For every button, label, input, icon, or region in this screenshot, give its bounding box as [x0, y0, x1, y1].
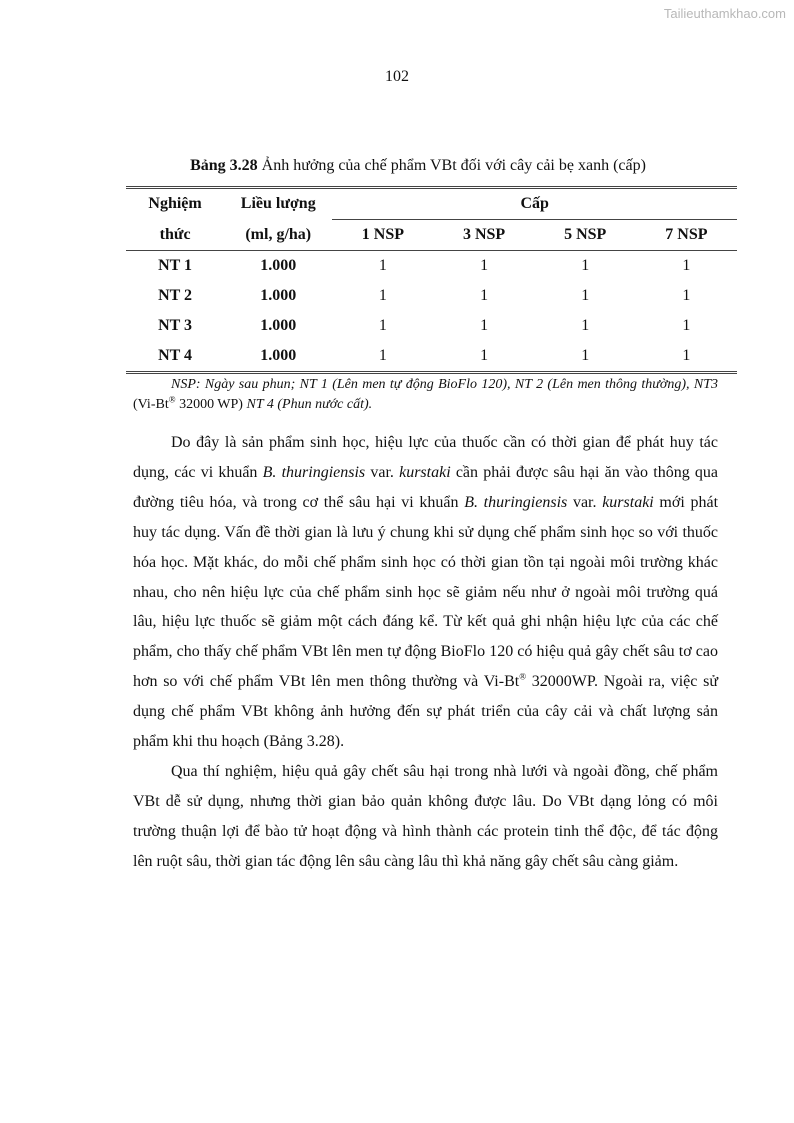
variety-name: kurstaki: [602, 493, 654, 511]
table-row: [126, 281, 737, 311]
note-part2: (Vi-Bt: [133, 397, 169, 412]
cell-value: 1: [378, 257, 387, 274]
cell-value: 1: [581, 287, 590, 304]
header-nsp-7: 7 NSP: [636, 220, 737, 251]
cell-value: 1: [433, 341, 534, 373]
registered-mark: ®: [168, 394, 176, 405]
table-caption: [0, 157, 794, 175]
header-dose-line1: Liều lượng: [224, 188, 332, 220]
species-name: B. thuringiensis: [464, 493, 568, 511]
cell-value: 1: [682, 287, 691, 304]
body-text: [133, 428, 718, 877]
table-footnote: [133, 375, 718, 415]
table-header-row-1: [126, 188, 737, 220]
paragraph-2: Qua thí nghiệm, hiệu quả gây chết sâu hại trong nhà lưới và ngoài đồng, chế phẩm VBt dễ sử dụng, nhưng thời gian bảo quản không được lâu. Do VBt dạng lỏng có môi trường thuận lợi để bào tử hoạt động và hình thành các protein tinh thể độc, để tác động lên ruột sâu, thời gian tác động lên sâu càng lâu thì khả năng gây chết sâu càng giảm.: [133, 762, 718, 870]
table-row: [126, 341, 737, 373]
header-nsp-3: 3 NSP: [433, 220, 534, 251]
cell-value: 1: [581, 317, 590, 334]
note-part3: 32000 WP): [175, 397, 247, 412]
cell-value: 1: [480, 287, 489, 304]
page-number: 102: [385, 68, 409, 85]
cell-value: 1: [535, 341, 636, 373]
cell-value: 1: [332, 341, 433, 373]
variety-name: kurstaki: [399, 463, 451, 481]
cell-treatment: NT 2: [158, 287, 193, 304]
header-treatment-line2: thức: [126, 220, 224, 251]
table-row: [126, 251, 737, 282]
table-caption-label: Bảng 3.28: [190, 157, 258, 174]
table-header-row-2: [126, 220, 737, 251]
cell-dose: 1.000: [224, 341, 332, 373]
cell-value: 1: [378, 317, 387, 334]
cell-dose: 1.000: [260, 287, 297, 304]
results-table: [126, 186, 737, 374]
cell-treatment: NT 1: [158, 257, 193, 274]
cell-value: 1: [636, 341, 737, 373]
cell-value: 1: [682, 257, 691, 274]
species-name: B. thuringiensis: [262, 463, 366, 481]
cell-treatment: NT 4: [126, 341, 224, 373]
table-caption-text: Ảnh hưởng của chế phẩm VBt đối với cây cải bẹ xanh (cấp): [257, 157, 646, 174]
header-nsp-1: 1 NSP: [332, 220, 433, 251]
cell-dose: 1.000: [260, 317, 297, 334]
watermark: Tailieuthamkhao.com: [663, 6, 786, 21]
cell-dose: 1.000: [260, 257, 297, 274]
note-part4: NT 4 (Phun nước cất).: [246, 397, 373, 412]
header-dose-line2: (ml, g/ha): [224, 220, 332, 251]
cell-value: 1: [682, 317, 691, 334]
registered-mark: ®: [519, 671, 527, 682]
cell-value: 1: [480, 317, 489, 334]
note-part1: NSP: Ngày sau phun; NT 1 (Lên men tự động BioFlo 120), NT 2 (Lên men thông thường), NT3: [171, 377, 718, 392]
paragraph-1: Do đây là sản phẩm sinh học, hiệu lực của thuốc cần có thời gian để phát huy tác dụng, các vi khuẩn B. thuringiensis var. kurstaki cần phải được sâu hại ăn vào thông qua đường tiêu hóa, và trong cơ thể sâu hại vi khuẩn B. thuringiensis var. kurstaki mới phát huy tác dụng. Vấn đề thời gian là lưu ý chung khi sử dụng chế phẩm sinh học so với thuốc hóa học. Mặt khác, do mỗi chế phẩm sinh học có thời gian tồn tại ngoài môi trường khác nhau, cho nên hiệu lực của chế phẩm sinh học sẽ giảm nếu như ở ngoài môi trường quá lâu, hiệu lực thuốc sẽ giảm một cách đáng kể. Từ kết quả ghi nhận hiệu lực của các chế phẩm, cho thấy chế phẩm VBt lên men tự động BioFlo 120 có hiệu quả gây chết sâu tơ cao hơn so với chế phẩm VBt lên men thông thường và Vi-Bt® 32000WP. Ngoài ra, việc sử dụng chế phẩm VBt không ảnh hưởng đến sự phát triển của cây cải và chất lượng sản phẩm khi thu hoạch (Bảng 3.28).: [133, 434, 719, 751]
cell-value: 1: [581, 257, 590, 274]
cell-value: 1: [480, 257, 489, 274]
header-group-cap: Cấp: [332, 188, 737, 220]
cell-treatment: NT 3: [158, 317, 193, 334]
header-nsp-5: 5 NSP: [535, 220, 636, 251]
cell-value: 1: [378, 287, 387, 304]
header-treatment-line1: Nghiệm: [126, 188, 224, 220]
table-row: [126, 311, 737, 341]
